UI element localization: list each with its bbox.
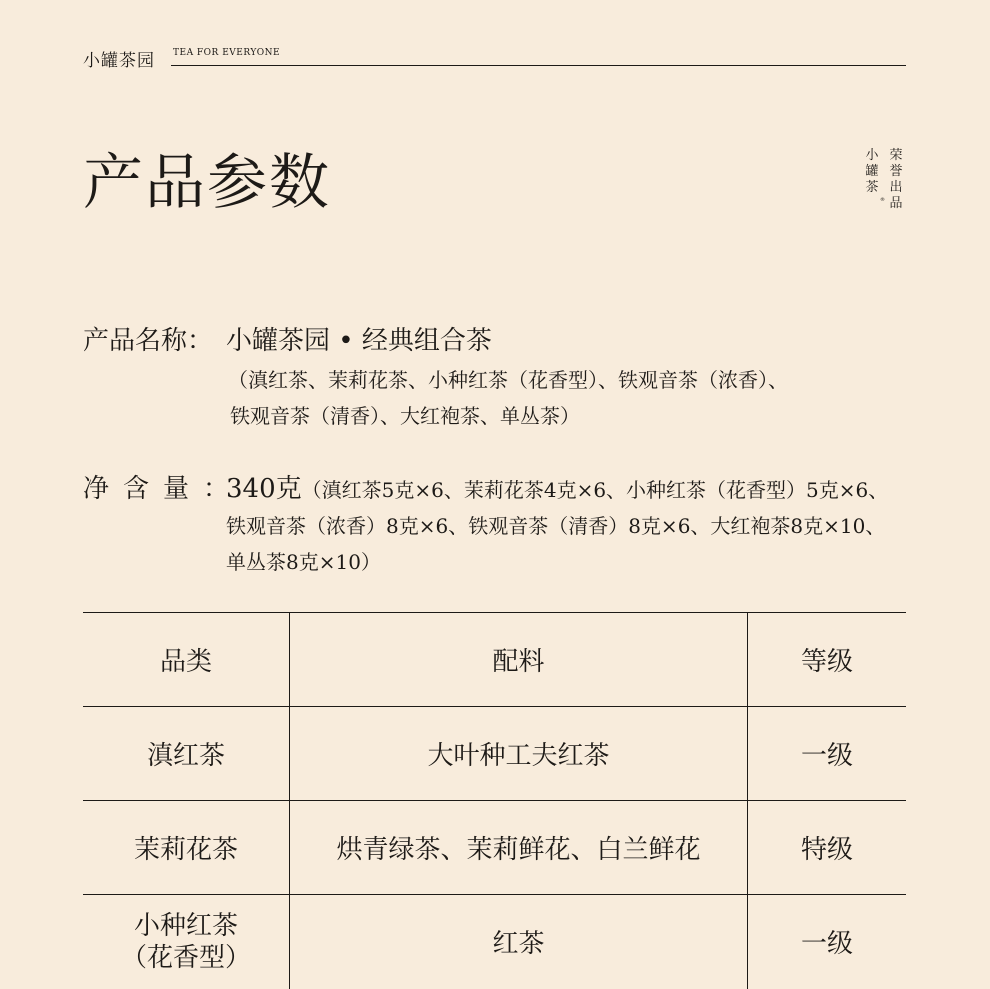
seal-char: 小 xyxy=(865,148,879,163)
cell-grade: 一级 xyxy=(748,707,907,801)
seal-char: 茶 xyxy=(865,180,879,195)
brand-tagline: TEA FOR EVERYONE xyxy=(173,48,281,58)
cell-ingredients: 大叶种工夫红茶 xyxy=(290,707,748,801)
cell-category: 滇红茶 xyxy=(83,707,290,801)
page-title: 产品参数 xyxy=(83,148,331,218)
param-detail-line: （滇红茶、茉莉花茶、小种红茶（花香型）、铁观音茶（浓香）、 xyxy=(228,368,788,392)
param-detail-line: 铁观音茶（清香）、大红袍茶、单丛茶） xyxy=(230,404,580,428)
header xyxy=(83,44,906,71)
spec-table xyxy=(83,612,906,989)
table-row xyxy=(83,895,906,989)
header-category: 品类 xyxy=(83,613,290,707)
net-detail-inline: （滇红茶5克×6、茉莉花茶4克×6、小种红茶（花香型）5克×6、 xyxy=(301,478,889,502)
seal-char: 品 xyxy=(889,196,903,211)
table-row xyxy=(83,707,906,801)
brand-name: 小罐茶园 xyxy=(83,51,155,71)
cell-grade: 特级 xyxy=(748,801,907,895)
seal-column-honor xyxy=(889,148,903,212)
category-line: 小种红茶 xyxy=(133,910,238,941)
registered-mark: ® xyxy=(880,197,885,203)
net-weight: 340克 xyxy=(226,474,302,504)
cell-category xyxy=(83,895,290,989)
param-value xyxy=(226,472,888,507)
table-header-row xyxy=(83,613,906,707)
seal-char: 出 xyxy=(889,180,903,195)
param-label: 产品名称： xyxy=(83,326,214,356)
seal-char: 荣 xyxy=(889,148,903,163)
seal-column-brand xyxy=(865,148,879,196)
param-value: 小罐茶园 • 经典组合茶 xyxy=(226,326,492,356)
brand-seal-logo xyxy=(863,148,909,220)
category-line: （花香型） xyxy=(120,942,251,973)
param-label: 净含量： xyxy=(83,474,244,504)
header-divider xyxy=(171,65,906,66)
seal-char: 罐 xyxy=(865,164,879,179)
param-detail-line: 单丛茶8克×10） xyxy=(226,550,381,574)
cell-ingredients: 红茶 xyxy=(290,895,748,989)
seal-char: 誉 xyxy=(889,164,903,179)
header-ingredients: 配料 xyxy=(290,613,748,707)
cell-category: 茉莉花茶 xyxy=(83,801,290,895)
cell-grade: 一级 xyxy=(748,895,907,989)
table-row xyxy=(83,801,906,895)
cell-ingredients: 烘青绿茶、茉莉鲜花、白兰鲜花 xyxy=(290,801,748,895)
header-grade: 等级 xyxy=(748,613,907,707)
param-detail-line: 铁观音茶（浓香）8克×6、铁观音茶（清香）8克×6、大红袍茶8克×10、 xyxy=(226,514,886,538)
